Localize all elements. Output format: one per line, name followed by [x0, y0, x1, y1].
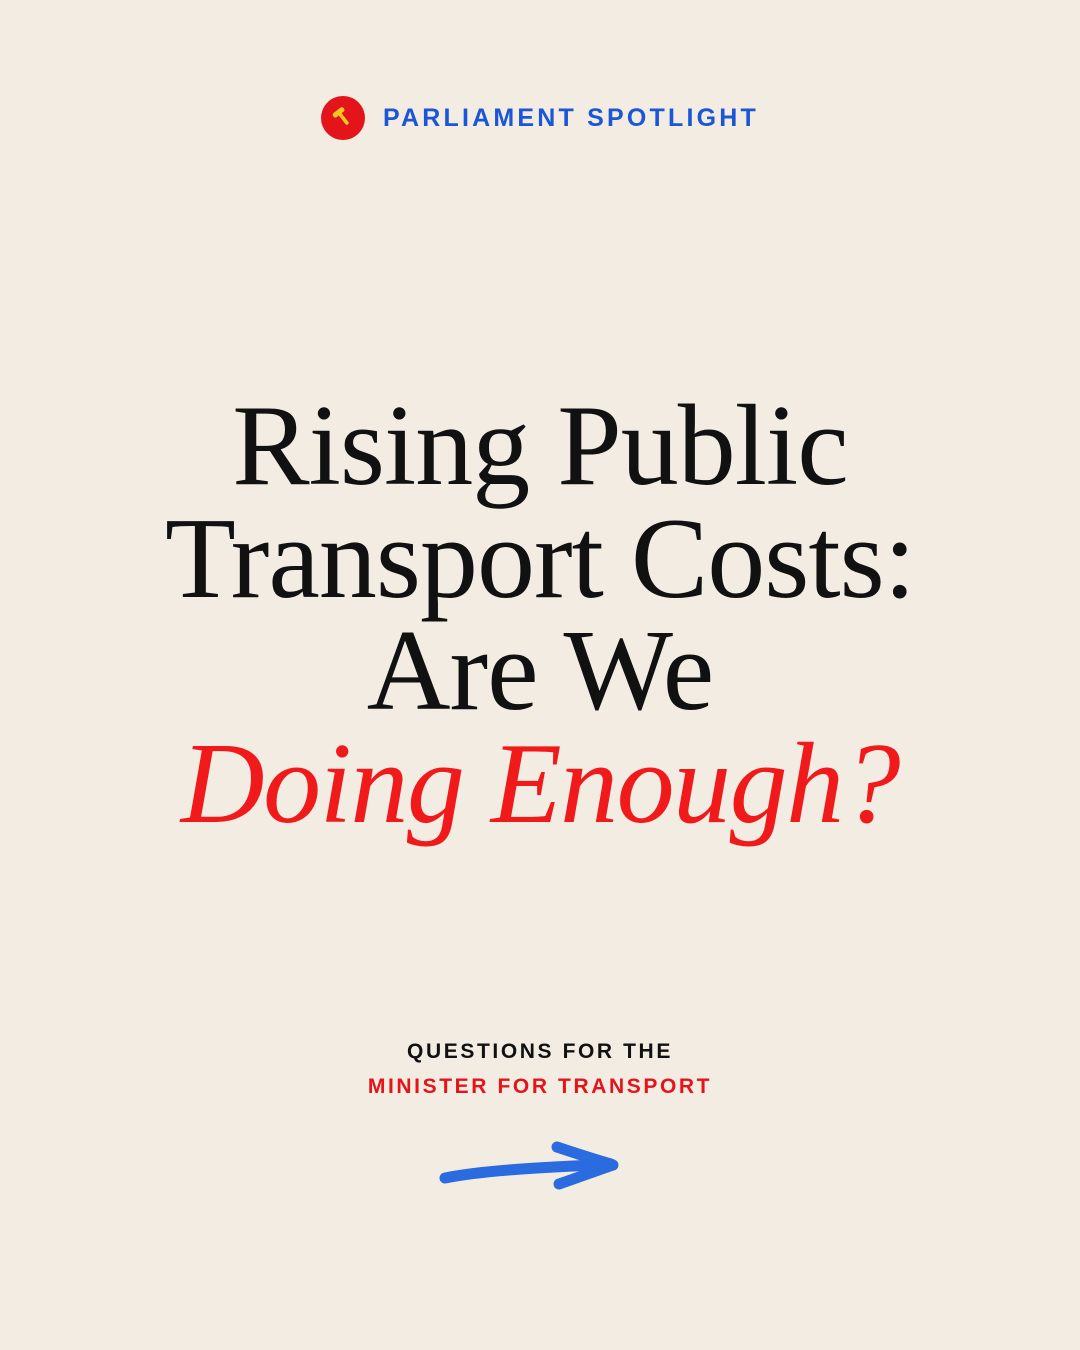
headline-line-1: Rising Public — [232, 382, 848, 510]
footer-line-1: QUESTIONS FOR THE — [407, 1040, 673, 1063]
headline-line-3: Are We — [366, 607, 714, 736]
brand-label: PARLIAMENT SPOTLIGHT — [382, 103, 760, 132]
swipe-hint — [0, 1138, 1080, 1208]
headline-accent-line: Doing Enough? — [180, 719, 900, 848]
arrow-right-icon — [435, 1138, 645, 1208]
headline-line-2: Transport Costs: — [164, 494, 915, 623]
footer-caption — [0, 1040, 1080, 1099]
footer-line-2: MINISTER FOR TRANSPORT — [367, 1075, 713, 1098]
brand-header — [321, 96, 759, 140]
hammer-badge-icon — [321, 96, 365, 140]
page-title — [90, 382, 990, 848]
